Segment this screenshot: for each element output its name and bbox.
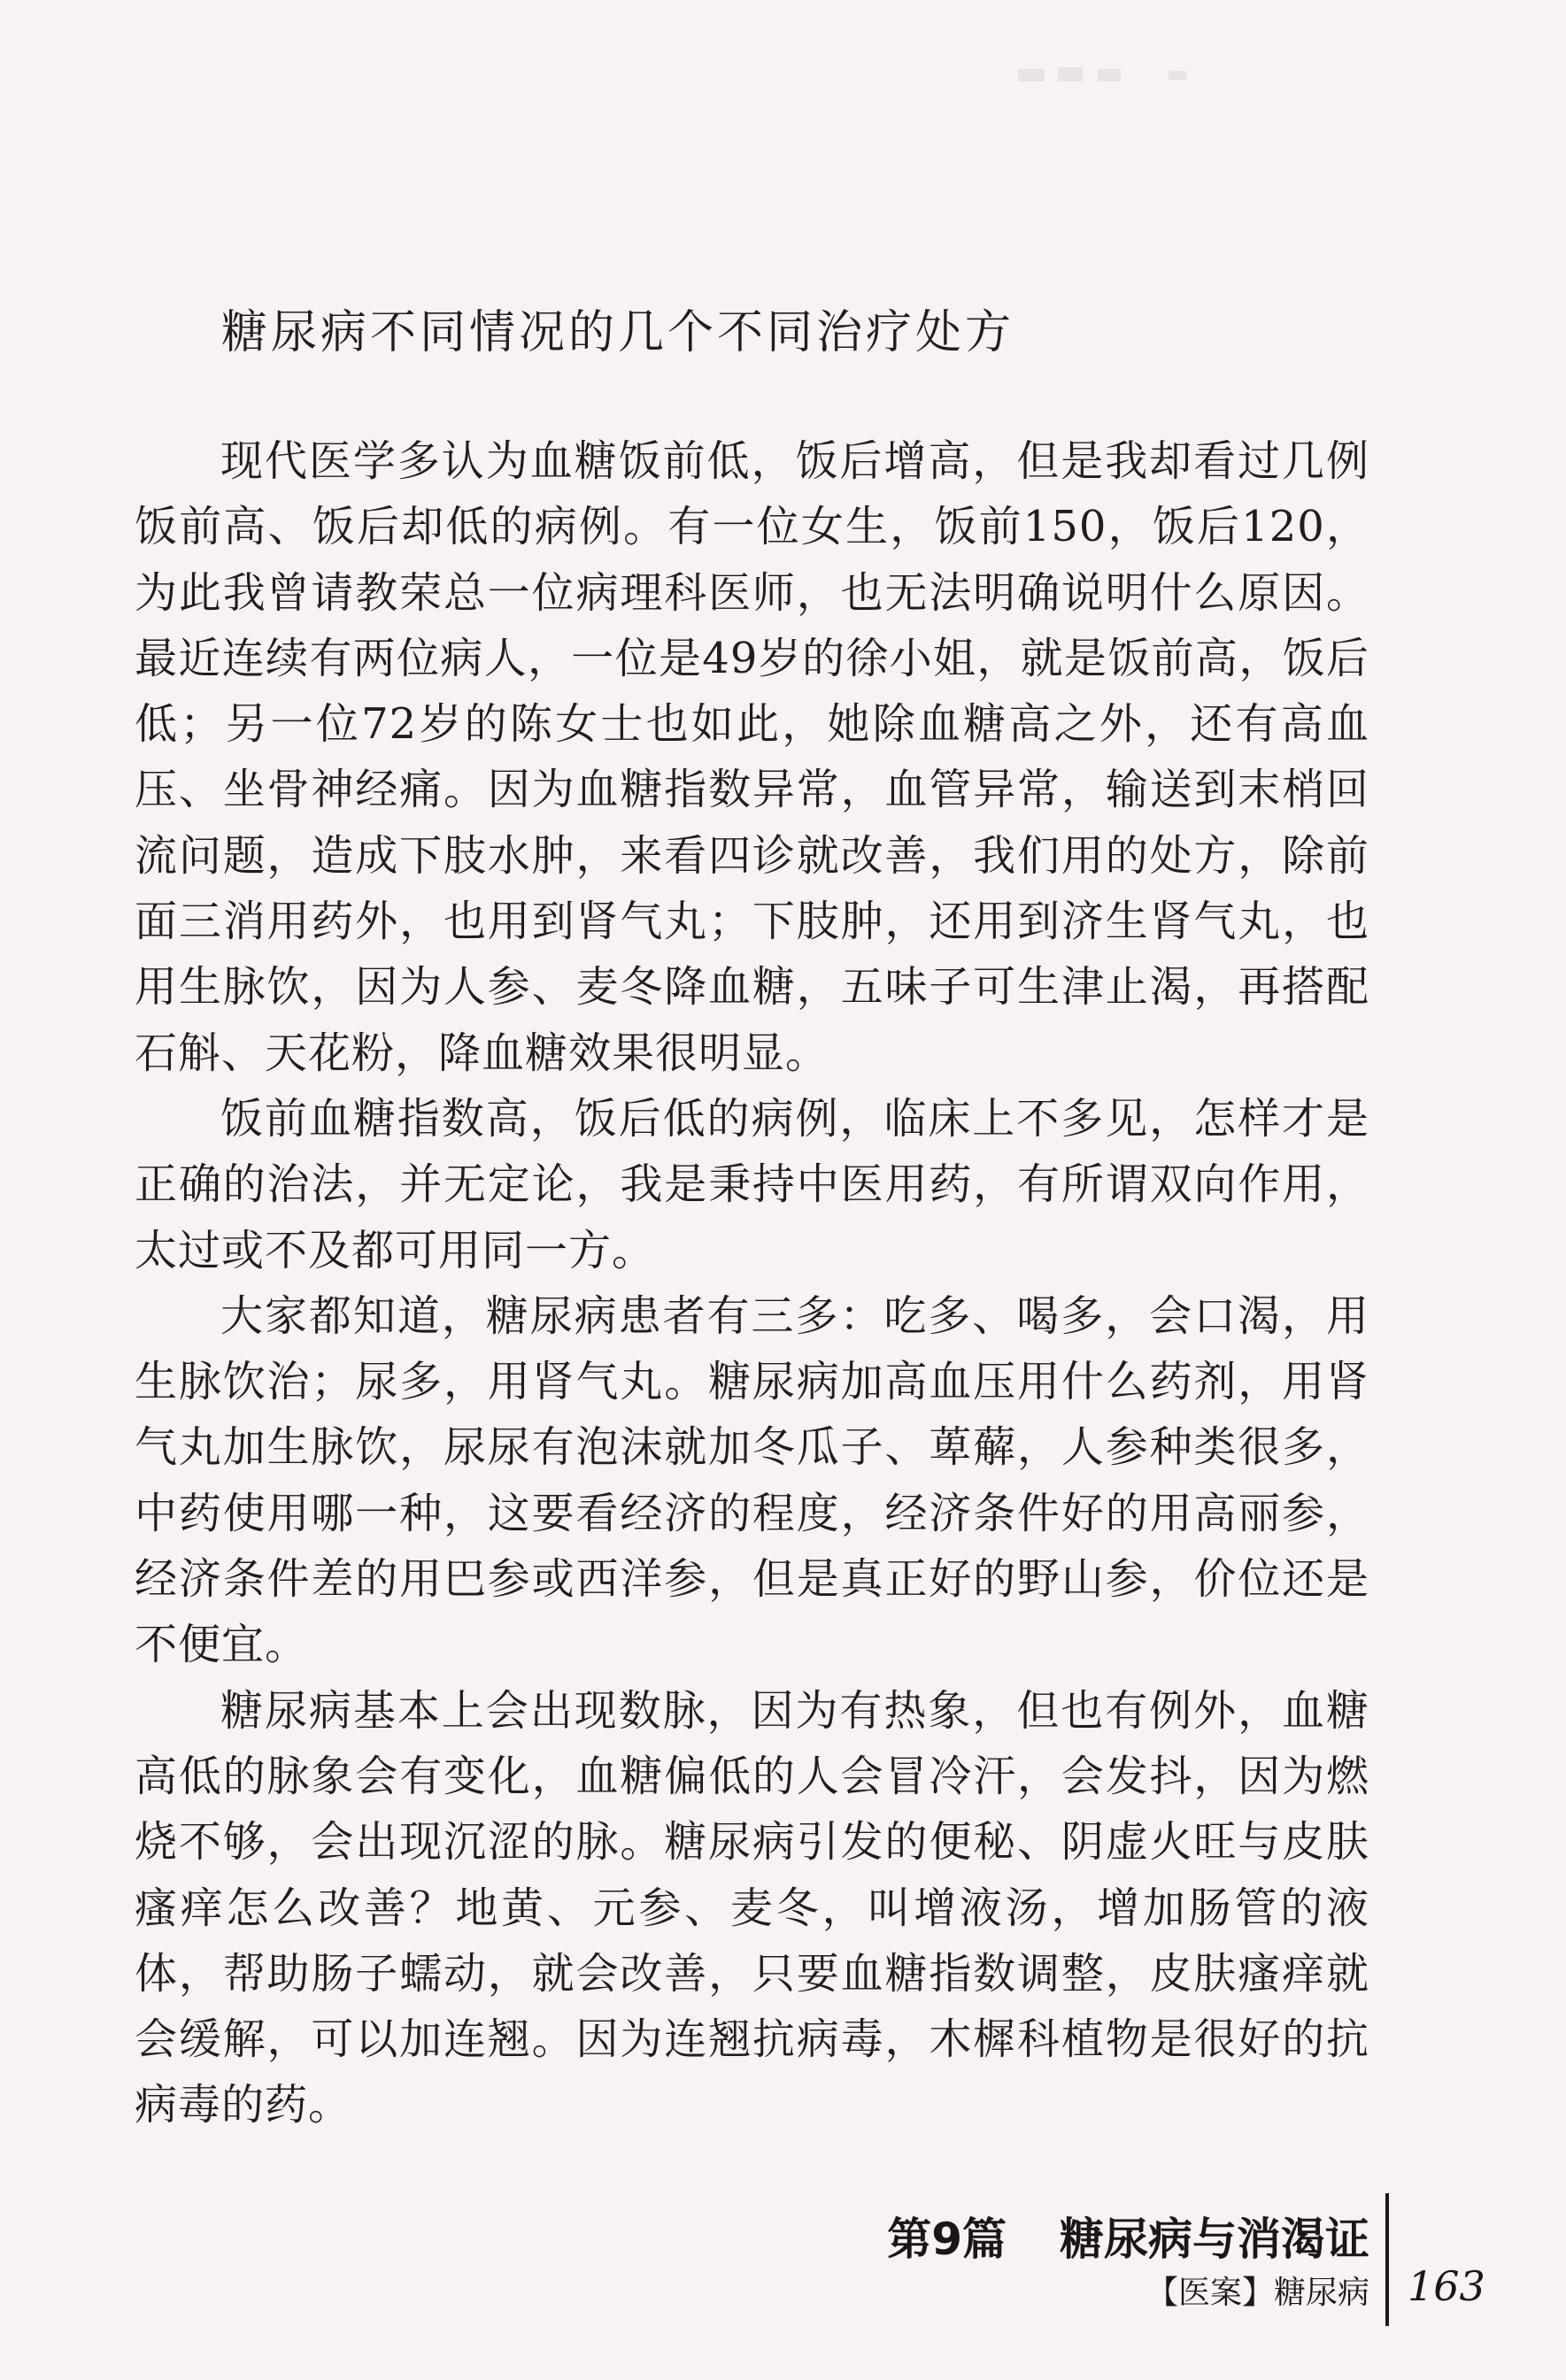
paragraph: 现代医学多认为血糖饭前低，饭后增高，但是我却看过几例饭前高、饭后却低的病例。有一位女生，饭前150，饭后120，为此我曾请教荣总一位病理科医师，也无法明确说明什么原因。最近连续有两位病人，一位是49岁的徐小姐，就是饭前高，饭后低；另一位72岁的陈女士也如此，她除血糖高之外，还有高血压、坐骨神经痛。因为血糖指数异常，血管异常，输送到末梢回流问题，造成下肢水肿，来看四诊就改善，我们用的处方，除前面三消用药外，也用到肾气丸；下肢肿，还用到济生肾气丸，也用生脉饮，因为人参、麦冬降血糖，五味子可生津止渴，再搭配石斛、天花粉，降血糖效果很明显。 [135, 436, 1369, 1078]
chapter-number: 第9篇 [887, 2214, 1007, 2265]
chapter-title: 糖尿病与消渴证 [1060, 2214, 1369, 2265]
page-number: 163 [1408, 2262, 1485, 2310]
faint-bleed-through-mark [1018, 62, 1195, 89]
article-body [135, 428, 1369, 2138]
footer-divider [1385, 2193, 1389, 2326]
paragraph: 糖尿病基本上会出现数脉，因为有热象，但也有例外，血糖高低的脉象会有变化，血糖偏低的人会冒冷汗，会发抖，因为燃烧不够，会出现沉涩的脉。糖尿病引发的便秘、阴虚火旺与皮肤瘙痒怎么改善？地黄、元参、麦冬，叫增液汤，增加肠管的液体，帮助肠子蠕动，就会改善，只要血糖指数调整，皮肤瘙痒就会缓解，可以加连翘。因为连翘抗病毒，木樨科植物是很好的抗病毒的药。 [135, 1685, 1369, 2130]
article-title: 糖尿病不同情况的几个不同治疗处方 [221, 306, 1015, 359]
paragraph: 大家都知道，糖尿病患者有三多：吃多、喝多，会口渴，用生脉饮治；尿多，用肾气丸。糖尿病加高血压用什么药剂，用肾气丸加生脉饮，尿尿有泡沫就加冬瓜子、萆薢，人参种类很多，中药使用哪一种，这要看经济的程度，经济条件好的用高丽参，经济条件差的用巴参或西洋参，但是真正好的野山参，价位还是不便宜。 [135, 1290, 1369, 1670]
chapter-heading [887, 2204, 1369, 2268]
section-label: 【医案】糖尿病 [1146, 2275, 1369, 2311]
paragraph: 饭前血糖指数高，饭后低的病例，临床上不多见，怎样才是正确的治法，并无定论，我是秉持中医用药，有所谓双向作用，太过或不及都可用同一方。 [135, 1093, 1369, 1275]
